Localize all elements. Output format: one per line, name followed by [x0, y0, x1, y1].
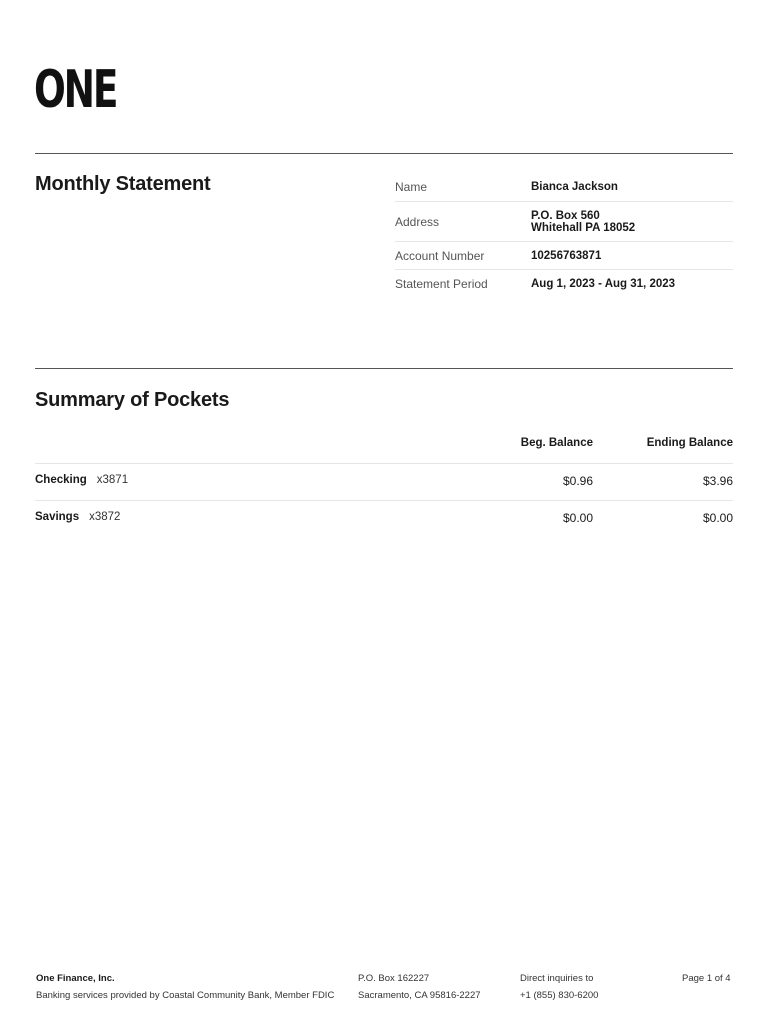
- ending-balance-header: Ending Balance: [646, 437, 733, 449]
- pocket-name-text: Checking: [35, 474, 87, 486]
- account-number-label: Account Number: [395, 248, 485, 263]
- footer-company-name: One Finance, Inc.: [36, 973, 115, 984]
- pocket-beginning-balance: $0.96: [562, 474, 593, 488]
- pockets-table-header: [35, 428, 733, 464]
- pocket-beginning-balance: $0.00: [562, 511, 593, 525]
- statement-period-value: Aug 1, 2023 - Aug 31, 2023: [531, 277, 676, 290]
- page-number: Page 1 of 4: [682, 973, 731, 984]
- pocket-ending-balance: $0.00: [702, 511, 733, 525]
- pocket-name: [35, 474, 128, 486]
- pocket-ending-balance: $3.96: [702, 474, 733, 488]
- pockets-title: Summary of Pockets: [35, 389, 230, 411]
- name-label: Name: [395, 179, 428, 194]
- table-row-checking: [35, 463, 733, 501]
- info-row-statement-period: [395, 270, 733, 297]
- statement-title: Monthly Statement: [35, 173, 211, 195]
- beginning-balance-header: Beg. Balance: [520, 437, 593, 449]
- footer-city: Sacramento, CA 95816-2227: [358, 990, 481, 1001]
- header-divider: [35, 153, 733, 154]
- footer-phone: +1 (855) 830-6200: [520, 990, 599, 1001]
- footer-address-block: [358, 970, 481, 1004]
- info-row-name: [395, 172, 733, 202]
- footer-banking-note: Banking services provided by Coastal Community Bank, Member FDIC: [36, 990, 335, 1001]
- footer-company-block: [36, 970, 334, 1004]
- address-label: Address: [395, 214, 440, 229]
- pocket-account: x3872: [89, 511, 121, 523]
- address-value: [531, 210, 733, 234]
- pocket-name-text: Savings: [35, 511, 80, 523]
- info-row-account-number: [395, 242, 733, 270]
- footer-po-box: P.O. Box 162227: [358, 973, 430, 984]
- footer-page-number: [682, 970, 731, 987]
- address-line-1: P.O. Box 560: [531, 209, 600, 222]
- pocket-name: [35, 511, 120, 523]
- one-logo: ONE: [34, 60, 117, 120]
- footer-inquiries-label: Direct inquiries to: [520, 973, 594, 984]
- table-row-savings: [35, 500, 733, 537]
- account-number-value: 10256763871: [531, 249, 602, 262]
- name-value: Bianca Jackson: [531, 180, 618, 193]
- footer-inquiries-block: [520, 970, 598, 1004]
- address-line-2: Whitehall PA 18052: [531, 221, 636, 234]
- statement-period-label: Statement Period: [395, 276, 488, 291]
- section-divider: [35, 368, 733, 369]
- account-info-table: [395, 172, 733, 297]
- pocket-account: x3871: [96, 474, 129, 486]
- info-row-address: [395, 202, 733, 242]
